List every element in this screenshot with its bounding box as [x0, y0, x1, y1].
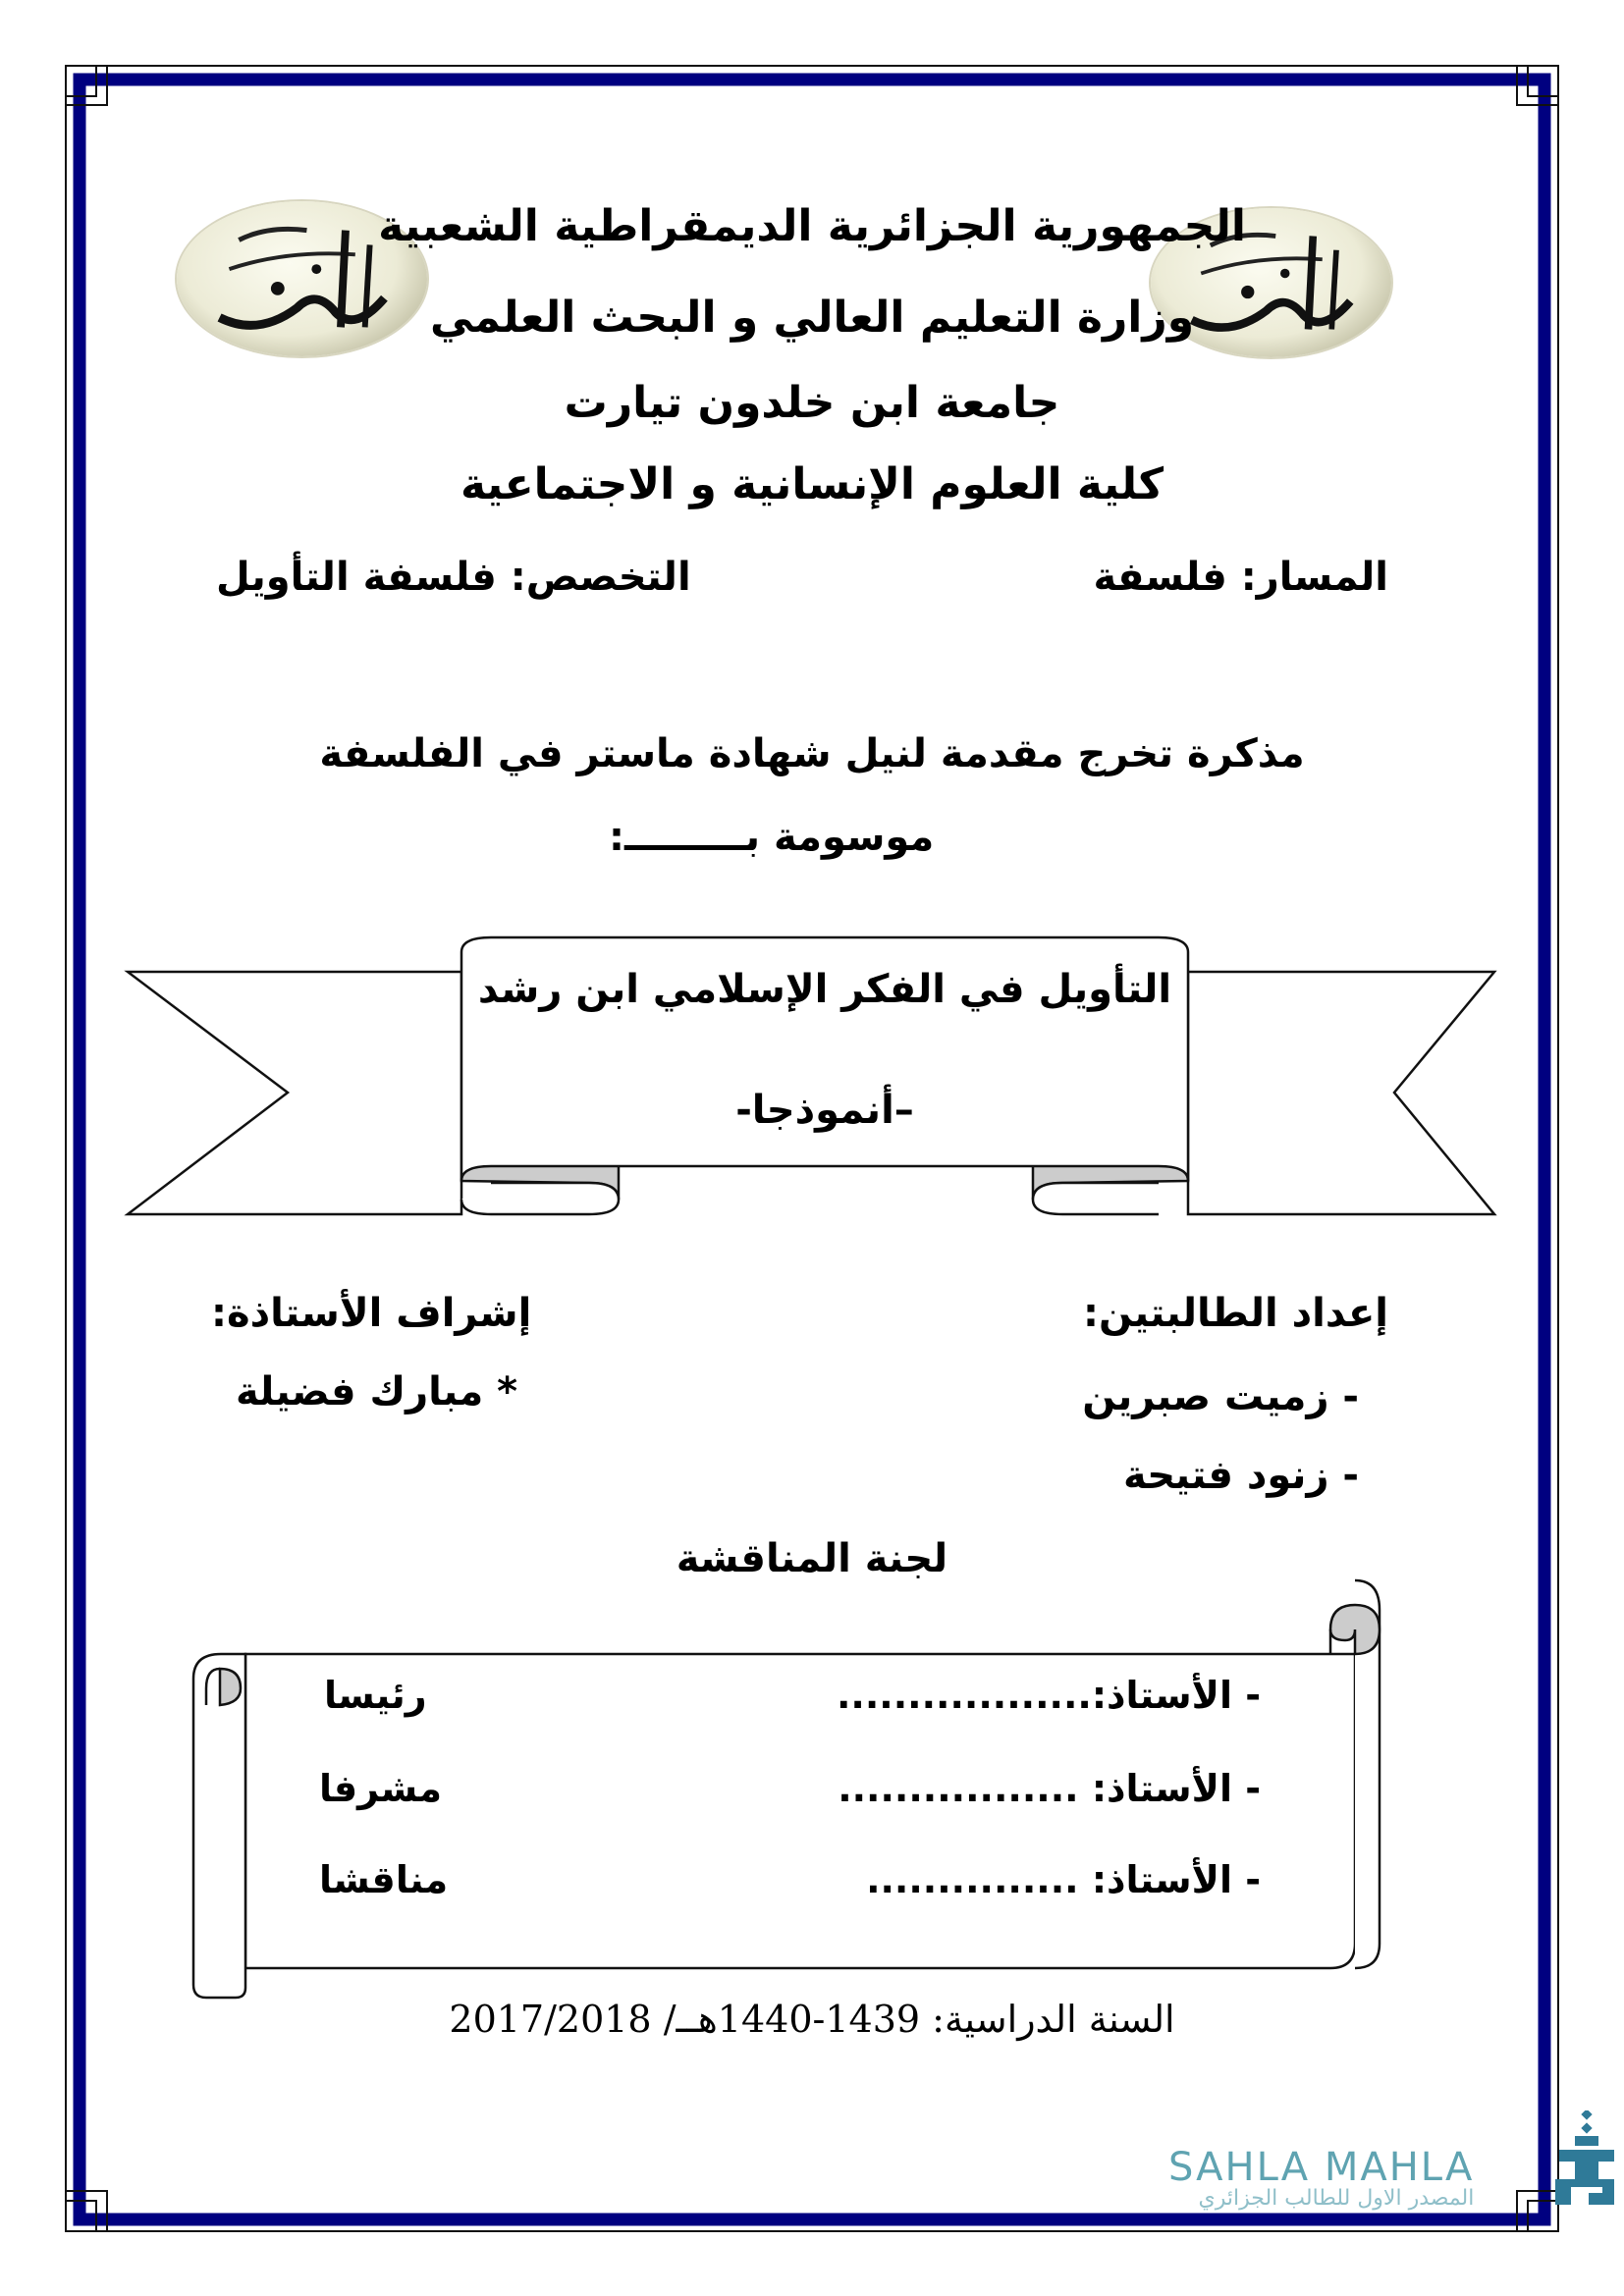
committee-member-label: - الأستاذ: .................: [838, 1767, 1261, 1810]
committee-heading: لجنة المناقشة: [676, 1536, 948, 1581]
header-republic: الجمهورية الجزائرية الديمقراطية الشعبية: [378, 201, 1246, 251]
committee-member-label: - الأستاذ:..................: [836, 1674, 1261, 1717]
watermark: [1168, 2145, 1474, 2211]
watermark-title: SAHLA MAHLA: [1168, 2145, 1475, 2190]
specialty-label: التخصص: فلسفة التأويل: [216, 555, 691, 600]
header-faculty: كلية العلوم الإنسانية و الاجتماعية: [460, 459, 1164, 509]
academic-year: السنة الدراسية: 1439-1440هــ/ 2017/2018: [449, 1998, 1175, 2041]
supervisor-name: * مبارك فضيلة: [236, 1369, 518, 1415]
header-university: جامعة ابن خلدون تيارت: [564, 378, 1060, 428]
committee-member-role: رئيسا: [324, 1674, 427, 1717]
thesis-subtitle: –أنموذجا-: [735, 1088, 914, 1133]
thesis-title: التأويل في الفكر الإسلامي ابن رشد: [477, 967, 1172, 1012]
committee-member-label: - الأستاذ: ...............: [866, 1858, 1261, 1901]
watermark-subtitle: المصدر الاول للطالب الجزائري: [1198, 2186, 1475, 2211]
header-ministry: وزارة التعليم العالي و البحث العلمي: [429, 293, 1195, 343]
track-label: المسار: فلسفة: [1093, 555, 1388, 600]
watermark-logo-icon: [1549, 2110, 1624, 2218]
committee-member-role: مشرفا: [319, 1767, 442, 1810]
committee-member-role: مناقشا: [319, 1858, 449, 1901]
student-name: - زميت صبرين: [1082, 1374, 1359, 1419]
thesis-description: مذكرة تخرج مقدمة لنيل شهادة ماستر في الفلسفة: [319, 731, 1305, 776]
thesis-titled-by: موسومة بـــــــــ:: [609, 815, 935, 860]
student-name: - زنود فتيحة: [1122, 1453, 1359, 1498]
supervisor-heading: إشراف الأستاذة:: [211, 1291, 532, 1336]
students-heading: إعداد الطالبتين:: [1082, 1291, 1388, 1336]
